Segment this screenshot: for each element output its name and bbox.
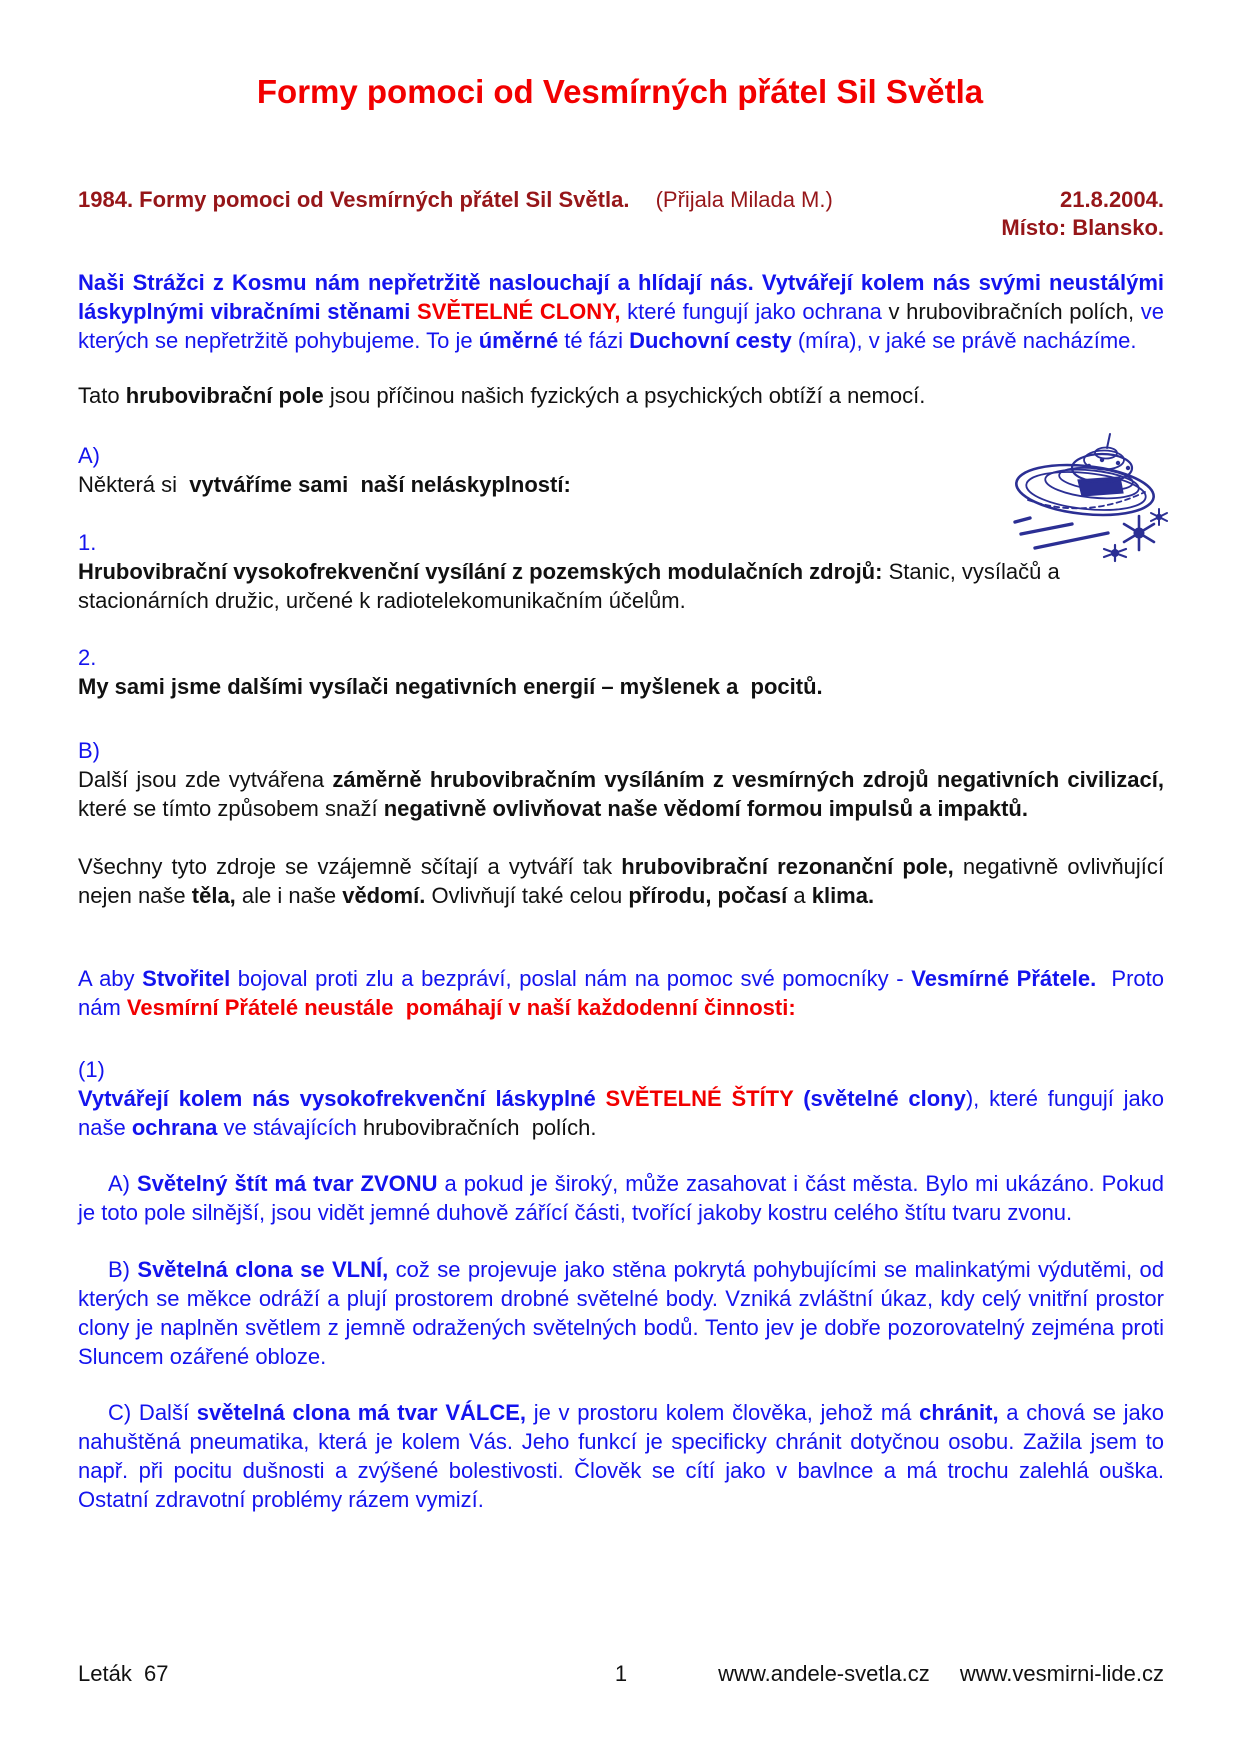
document-body [78, 242, 1171, 1514]
item-2-paragraph [78, 672, 1164, 701]
text-segment: které fungují jako ochrana [620, 299, 889, 324]
section-label-a [78, 441, 1164, 470]
text-segment: Vesmírné Přátele. [911, 966, 1097, 991]
text-segment: Proto nám [78, 966, 1171, 1020]
light-shields-paragraph [78, 1084, 1171, 1142]
text-segment: C) Další [108, 1400, 197, 1425]
text-segment: 2. [78, 645, 97, 670]
text-segment: hrubovibrační pole [125, 383, 324, 408]
text-segment: (světelné clony [793, 1086, 966, 1111]
text-segment: ve kterých se nepřetržitě pohybujeme. To je [78, 299, 1171, 353]
shield-cylinder-paragraph [78, 1398, 1171, 1514]
text-segment: klima. [811, 883, 875, 908]
footer-url-andele-svetla: www.andele-svetla.cz [718, 1661, 930, 1686]
section-a-heading [78, 470, 1164, 499]
text-segment: B) [108, 1257, 138, 1282]
header-date: 21.8.2004. [1060, 187, 1164, 212]
text-segment: těla, [191, 883, 236, 908]
text-segment: B) [78, 738, 100, 763]
star-icon [1104, 545, 1126, 561]
header-left [78, 186, 833, 214]
text-segment: Duchovní cesty [629, 328, 792, 353]
page-title: Formy pomoci od Vesmírných přátel Sil Světla [256, 73, 984, 110]
intro-paragraph [78, 268, 1171, 355]
shield-wave-paragraph [78, 1255, 1171, 1371]
text-segment: ), které fungují jako naše [78, 1086, 1171, 1140]
text-segment: Některá si [78, 472, 190, 497]
text-segment: vytváříme sami naší neláskyplností: [189, 472, 571, 497]
text-segment: A) [78, 443, 100, 468]
star-icon [1151, 509, 1167, 525]
text-segment: Světelný štít má tvar ZVONU [136, 1171, 438, 1196]
text-segment: je v prostoru kolem člověka, jehož má [526, 1400, 920, 1425]
text-segment: a [787, 883, 812, 908]
text-segment: bojoval proti zlu a bezpráví, poslal nám na pomoc své pomocníky - [230, 966, 912, 991]
text-segment: Naši Strážci z Kosmu nám nepřetržitě naslouchají a hlídají nás. Vytvářejí kolem nás svými neustálými láskyplnými vibračními stěnami [78, 270, 1171, 324]
text-segment: úměrné [478, 328, 559, 353]
motion-streaks [1015, 518, 1108, 548]
text-segment: Vytvářejí kolem nás vysokofrekvenční láskyplné [78, 1086, 606, 1111]
footer-urls [627, 1660, 1164, 1688]
text-segment: v hrubovibračních polích, [888, 299, 1135, 324]
text-segment: Světelná clona se VLNÍ, [137, 1257, 389, 1282]
ufo-drawing-illustration [1012, 428, 1170, 564]
shield-bell-paragraph [78, 1169, 1171, 1227]
text-segment: vědomí. [342, 883, 426, 908]
text-segment: negativně ovlivňující nejen naše [78, 854, 1171, 908]
footer-page-number: 1 [614, 1661, 628, 1686]
header-received-note: (Přijala Milada M.) [655, 187, 833, 212]
text-segment: Stanic, vysílačů a stacionárních družic, určené k radiotelekomunikačním účelům. [78, 559, 1066, 613]
text-segment: SVĚTELNÉ ŠTÍTY [605, 1086, 794, 1111]
text-segment: ale i naše [235, 883, 343, 908]
text-segment: Další jsou zde vytvářena [78, 767, 333, 792]
ufo-saucer [1014, 459, 1156, 521]
text-segment: světelná clona má tvar VÁLCE, [196, 1400, 526, 1425]
header-place: Místo: Blansko. [1001, 215, 1164, 240]
text-segment: (1) [78, 1057, 105, 1082]
item-label-2 [78, 643, 1164, 672]
footer-url-vesmirni-lide: www.vesmirni-lide.cz [959, 1661, 1164, 1686]
text-segment: ve stávajících [217, 1115, 363, 1140]
text-segment: Ovlivňují také celou [425, 883, 629, 908]
text-segment: záměrně hrubovibračním vysíláním z vesmírných zdrojů negativních civilizací, [332, 767, 1165, 792]
text-segment: A) [108, 1171, 137, 1196]
text-segment: a chová se jako nahuštěná pneumatika, která je kolem Vás. Jeho funkcí je specificky chránit dotyčnou osobu. Zažila jsem to např. při pocitu dušnosti a zvýšené bolestivosti. Člověk se cítí jako v bavlnce a má trochu zalehlá ouška. Ostatní zdravotní problémy rázem vymizí. [78, 1400, 1171, 1512]
text-segment: hrubovibračních polích. [362, 1115, 597, 1140]
section-b-paragraph [78, 765, 1171, 823]
text-segment: Hrubovibrační vysokofrekvenční vysílání z pozemských modulačních zdrojů: [78, 559, 883, 584]
text-segment: chránit, [919, 1400, 999, 1425]
text-segment: hrubovibrační rezonanční pole, [621, 854, 954, 879]
text-segment: Vesmírní Přátelé neustále pomáhají v naší každodenní činnosti: [126, 995, 796, 1020]
text-segment: Stvořitel [142, 966, 231, 991]
item-1-paragraph [78, 557, 1164, 615]
text-segment: (míra), v jaké se právě nacházíme. [791, 328, 1137, 353]
text-segment: 1. [78, 530, 97, 555]
point-label-1 [78, 1055, 1164, 1084]
footer-leaflet-number: Leták 67 [78, 1661, 169, 1686]
text-segment: které se tímto způsobem snaží [78, 767, 1171, 821]
resonance-fields-paragraph [78, 852, 1171, 910]
section-label-b [78, 736, 1164, 765]
text-segment: a pokud je široký, může zasahovat i část města. Bylo mi ukázáno. Pokud je toto pole silnější, jsou vidět jemné duhově zářící části, tvořící jakoby kostru celého štítu tvaru zvonu. [78, 1171, 1171, 1225]
text-segment: Tato [78, 383, 126, 408]
item-label-1 [78, 528, 1164, 557]
document-footer [78, 1660, 1164, 1688]
text-segment: ochrana [131, 1115, 218, 1140]
text-segment: My sami jsme dalšími vysílači negativních energií – myšlenek a pocitů. [78, 674, 823, 699]
text-segment: jsou příčinou našich fyzických a psychických obtíží a nemocí. [323, 383, 926, 408]
star-icon [1124, 516, 1154, 550]
document-header [78, 186, 1164, 242]
text-segment: té fázi [558, 328, 630, 353]
text-segment: přírodu, počasí [628, 883, 788, 908]
text-segment: negativně ovlivňovat naše vědomí formou impulsů a impaktů. [383, 796, 1028, 821]
text-segment: Všechny tyto zdroje se vzájemně sčítají a vytváří tak [78, 854, 622, 879]
text-segment: SVĚTELNÉ CLONY, [417, 299, 621, 324]
text-segment: A aby [78, 966, 143, 991]
text-segment: což se projevuje jako stěna pokrytá pohybujícími se malinkatými výdutěmi, od kterých se měkce odráží a plují prostorem drobné světelné body. Vzniká zvláštní úkaz, kdy celý vnitřní prostor clony je naplněn světlem z jemně odražených světelných bodů. Tento jev je dobře pozorovatelný zejména proti Sluncem ozářené obloze. [78, 1257, 1171, 1369]
fields-cause-paragraph [78, 381, 1164, 410]
creator-helpers-paragraph [78, 964, 1171, 1022]
header-number-and-title: 1984. Formy pomoci od Vesmírných přátel Sil Světla. [78, 187, 630, 212]
